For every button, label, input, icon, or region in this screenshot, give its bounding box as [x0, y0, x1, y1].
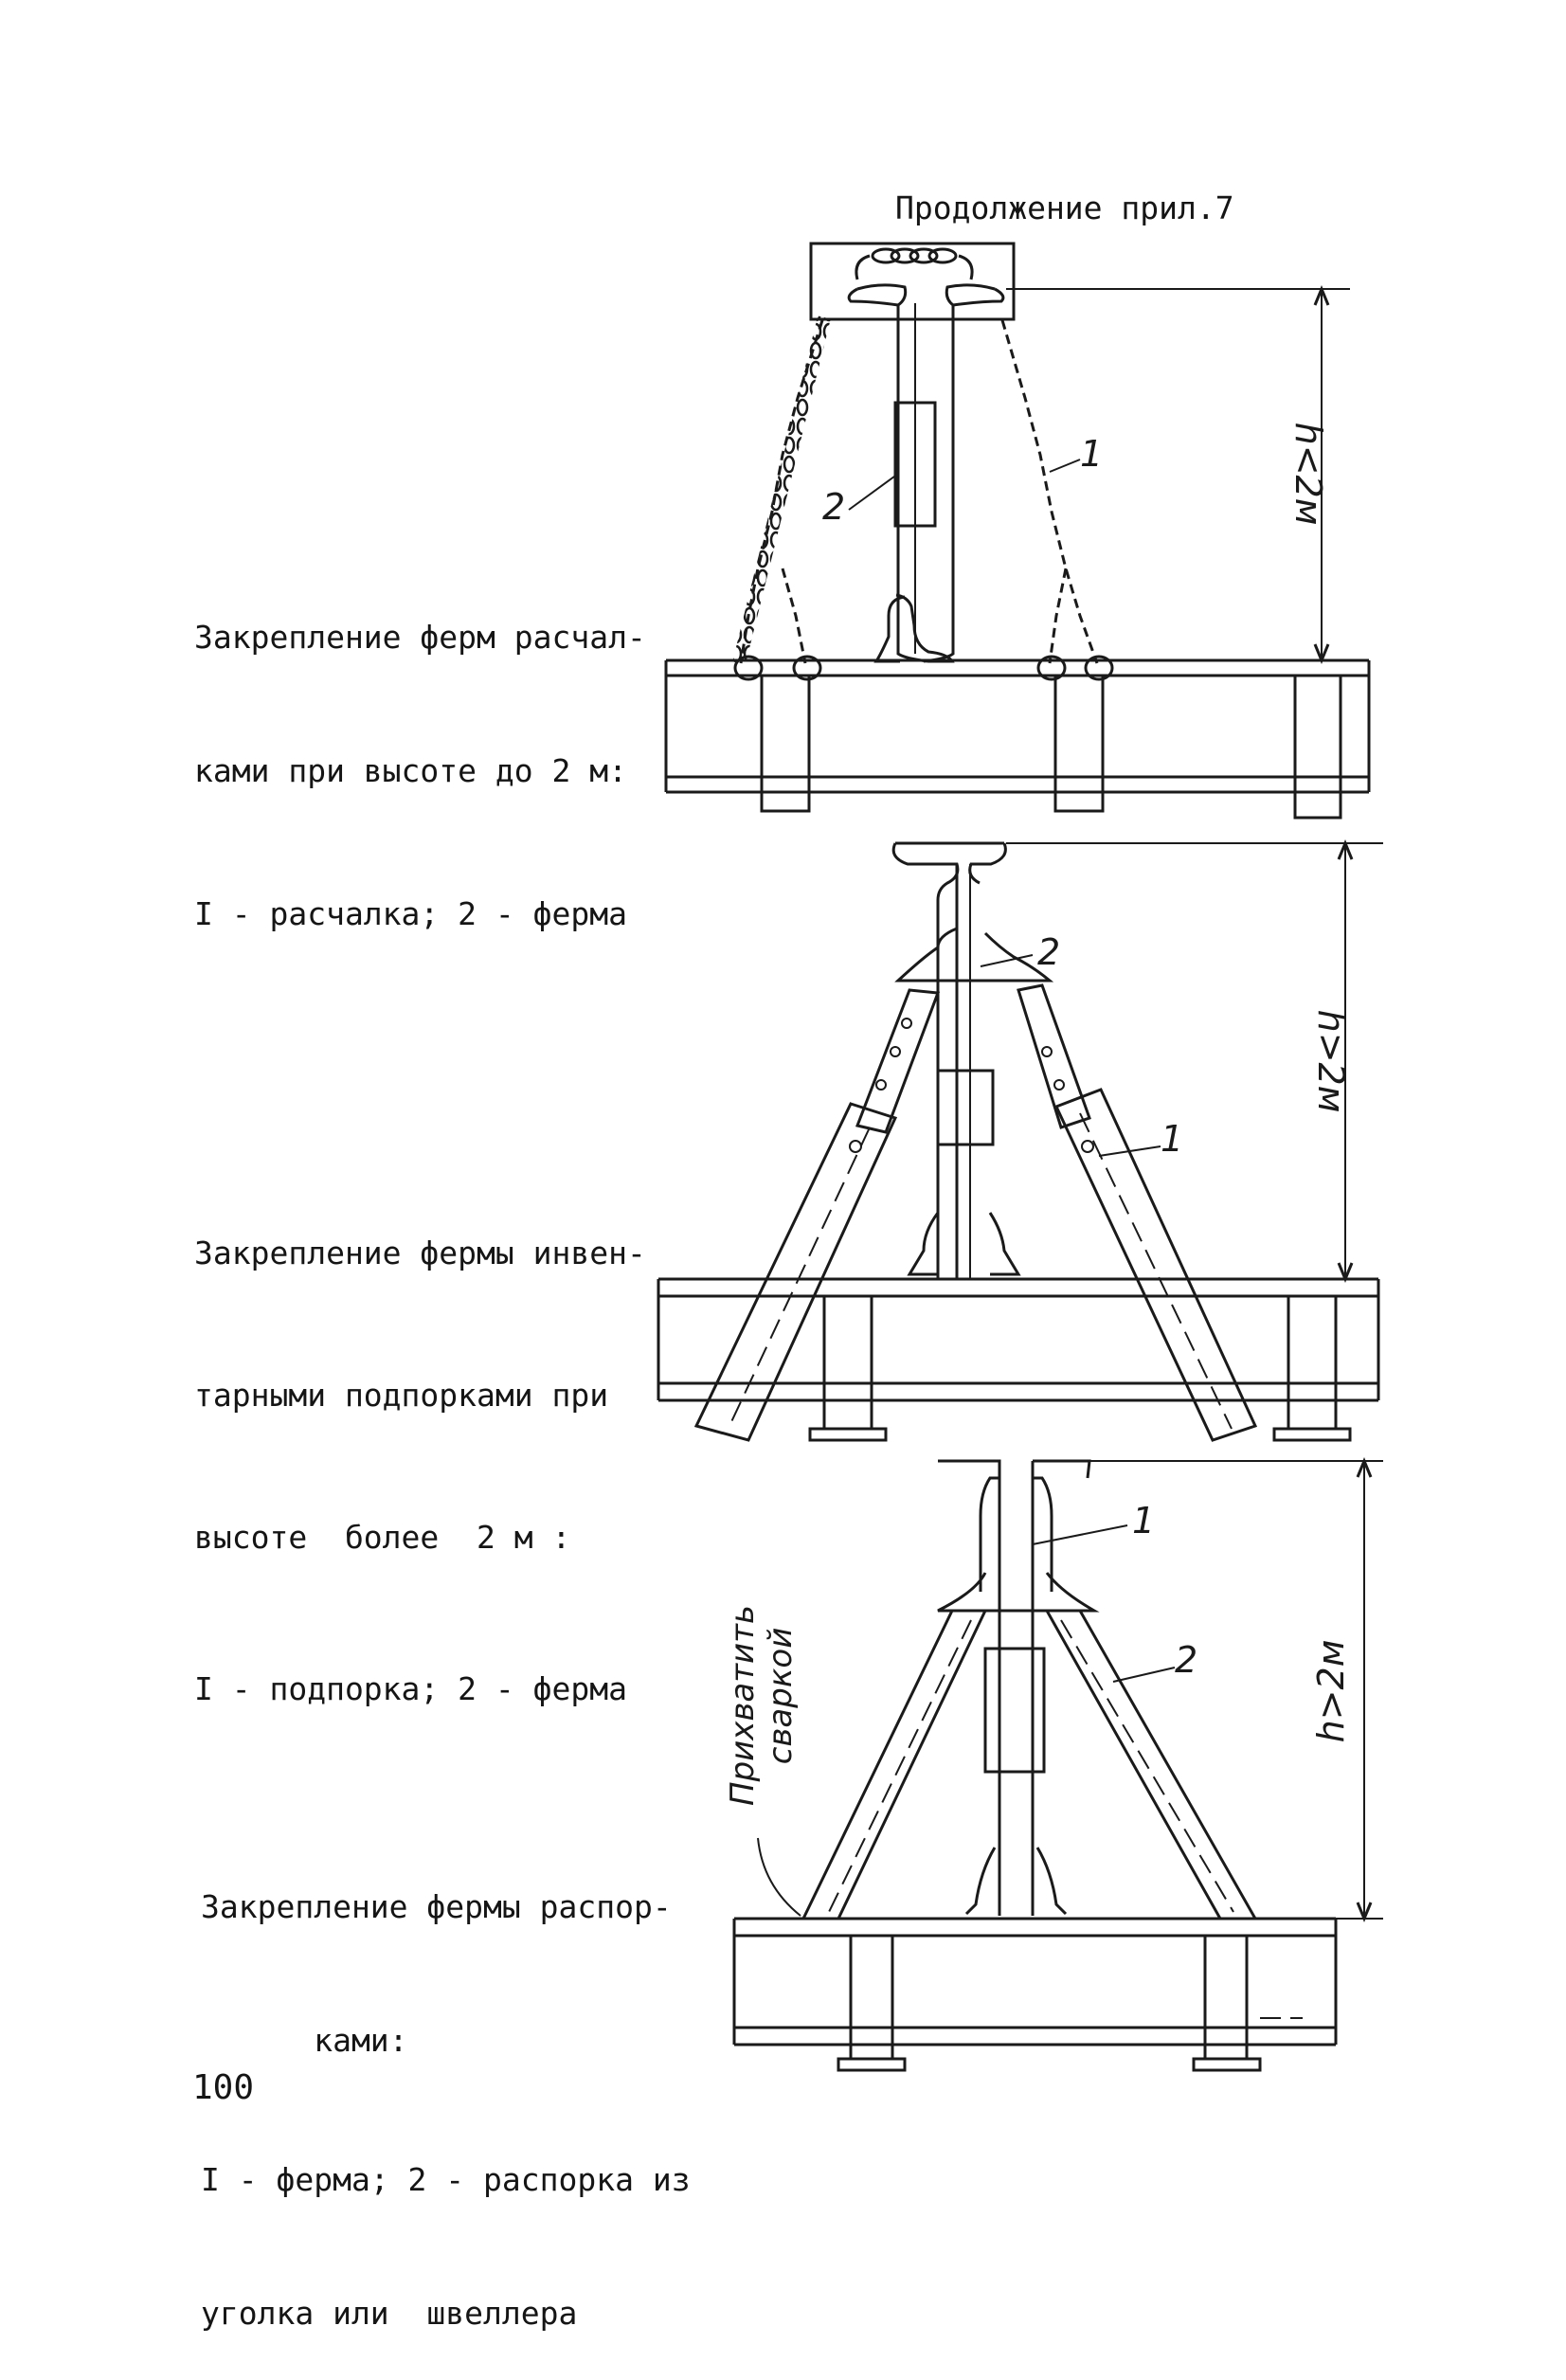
figure-1-top-chain: [856, 249, 972, 279]
figure-3-truss: [938, 1461, 1094, 1916]
figure-2-caption-line: высоте более 2 м :: [194, 1519, 571, 1556]
figure-1-caption-line: Закрепление ферм расчал-: [194, 619, 646, 656]
figure-2-caption-line: тарными подпорками при: [194, 1377, 609, 1414]
figure-3-right-brace: [1047, 1611, 1255, 1919]
figure-1-left-chain: [735, 317, 824, 679]
figure-3-caption-line: Закрепление фермы распор-: [201, 1888, 672, 1925]
figure-1-clamp-box: [811, 243, 1014, 319]
figure-1-label-1: 1: [1080, 433, 1104, 475]
figure-1-caption-line: I - расчалка; 2 - ферма: [194, 895, 627, 932]
figure-2-left-prop: [696, 990, 938, 1440]
figure-3-drawing: [734, 1461, 1383, 2070]
figure-2-leader-2: [981, 955, 1033, 966]
figure-1-truss: [849, 285, 1003, 661]
figure-1-label-2: 2: [822, 486, 846, 528]
figure-2-height-label: h>2м: [1310, 1009, 1352, 1113]
figure-2-drawing: [658, 843, 1383, 1440]
figure-1-leader-1: [1050, 460, 1080, 472]
figure-3-caption-line: ками:: [201, 2022, 408, 2059]
figure-2-truss: [893, 843, 1050, 1279]
figure-2-beam: [658, 1279, 1378, 1440]
figure-3-label-2: 2: [1175, 1639, 1198, 1681]
page-number: 100: [192, 2068, 255, 2107]
figure-2-right-prop: [1018, 985, 1255, 1440]
continuation-header: Продолжение прил.7: [895, 189, 1234, 226]
figure-2-label-1: 1: [1161, 1118, 1184, 1160]
figure-3-caption-line: уголка или швеллера: [201, 2295, 578, 2332]
figure-2-caption-line: I - подпорка; 2 - ферма: [194, 1670, 627, 1707]
figure-1-leader-2: [849, 474, 898, 510]
figure-1-drawing: [666, 243, 1369, 818]
figure-3-weld-note-line: сваркой: [762, 1627, 800, 1765]
figure-3-weld-leader: [758, 1838, 801, 1916]
figure-3-weld-note-line: Прихватить: [724, 1605, 762, 1806]
figure-3-caption-line: I - ферма; 2 - распорка из: [201, 2161, 691, 2198]
figure-1-beam: [666, 660, 1369, 818]
figure-2-label-2: 2: [1037, 931, 1061, 973]
figure-3-height-label: h>2м: [1310, 1639, 1352, 1743]
figure-3-leader-1: [1033, 1525, 1127, 1544]
figure-1-right-chain: [1002, 320, 1112, 679]
figure-3-label-1: 1: [1132, 1500, 1156, 1542]
figure-1-caption-line: ками при высоте до 2 м:: [194, 752, 627, 789]
figure-2-caption-line: Закрепление фермы инвен-: [194, 1235, 646, 1271]
figure-3-leader-2: [1113, 1668, 1175, 1682]
figure-1-height-label: h<2м: [1287, 422, 1329, 526]
figure-3-left-brace: [803, 1611, 985, 1919]
figure-3-beam: [734, 1919, 1336, 2070]
